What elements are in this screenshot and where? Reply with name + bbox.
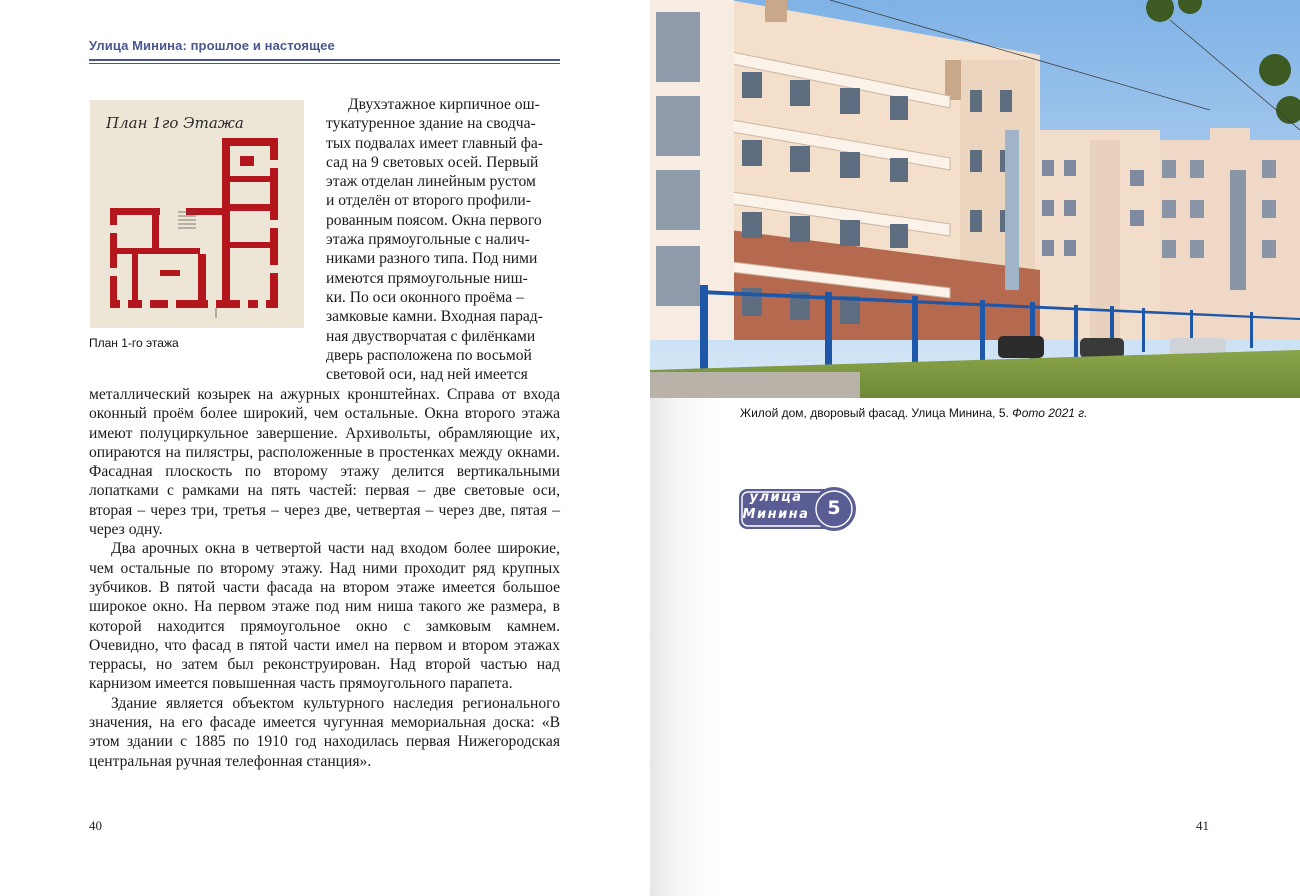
building-photo xyxy=(650,0,1300,398)
header-rule-thin xyxy=(89,63,560,64)
text-line: имеются прямоугольные ниш- xyxy=(326,269,528,287)
running-head: Улица Минина: прошлое и настоящее xyxy=(89,38,335,53)
text-line: дверь расположена по восьмой xyxy=(326,346,532,364)
paragraph: металлический козырек на ажурных кронштейнах. Справа от входа оконный проём более широкий, чем остальные. Окна второго этажа имеют полуциркульное завершение. Архивольты, обрамляющие их, опираются на пилястры, расположенные в простенках между окнами. Фасадная плоскость по второму этажу делится вертикальными лопатками с рамками на пять частей: первая – две световые оси, вторая – через три, третья – через две, четвертая – через две, пятая – через одну. xyxy=(89,386,560,539)
plan-caption: План 1-го этажа xyxy=(89,336,179,350)
left-column-text xyxy=(326,95,560,384)
floor-plan-figure xyxy=(90,100,304,328)
paragraph: Здание является объектом культурного наследия регионального значения, на его фасаде имеется чугунная мемориальная доска: «В этом здании с 1885 по 1910 год находилась первая Нижегородская центральная ручная телефонная станция». xyxy=(89,694,560,770)
badge-number: 5 xyxy=(827,497,841,519)
paragraph: Два арочных окна в четвертой части над входом более широкие, чем остальные по второму этажу. Над ними проходит ряд крупных зубчиков. В пятой части фасада на втором этаже имеется большое широкое окно. На первом этаже под ним ниша такого же размера, в которой находится прямоугольное окно с замковым камнем. Очевидно, что фасад в пятой части имел на первом и втором этажах террасы, но затем был реконструирован. Над второй частью над карнизом имеется повышенная часть прямоугольного парапета. xyxy=(89,540,560,693)
text-line: этажа прямоугольные с налич- xyxy=(326,231,530,249)
text-line: замковые камни. Входная парад- xyxy=(326,308,543,326)
header-rule xyxy=(89,59,560,61)
text-line: световой оси, над ней имеется xyxy=(326,366,528,384)
text-line: и отделён от второго профили- xyxy=(326,192,531,210)
text-line: Двухэтажное кирпичное ош- xyxy=(348,96,540,113)
text-line: ная двустворчатая с филёнками xyxy=(326,327,536,345)
text-line: тых подвалах имеет главный фа- xyxy=(326,134,543,152)
badge-line1: улица xyxy=(749,490,803,505)
page-number: 41 xyxy=(1196,818,1209,833)
text-line: этаж отделан линейным рустом xyxy=(326,173,536,191)
plan-heading: План 1го Этажа xyxy=(106,114,244,132)
text-line: тукатуренное здание на сводча- xyxy=(326,115,536,133)
left-body-text xyxy=(89,385,560,771)
page-number: 40 xyxy=(89,818,102,833)
floor-plan-drawing xyxy=(90,100,304,328)
text-line: сад на 9 световых осей. Первый xyxy=(326,153,539,171)
text-line: рованным поясом. Окна первого xyxy=(326,211,542,229)
photo-caption xyxy=(740,406,1088,420)
text-line: ки. По оси оконного проёма – xyxy=(326,288,524,306)
photo-caption-credit: Фото 2021 г. xyxy=(1012,406,1088,420)
text-line: никами разного типа. Под ними xyxy=(326,250,538,268)
badge-line2: Минина xyxy=(742,507,810,522)
right-page xyxy=(650,0,1300,896)
photo-caption-text: Жилой дом, дворовый фасад. Улица Минина, 5. xyxy=(740,406,1009,420)
